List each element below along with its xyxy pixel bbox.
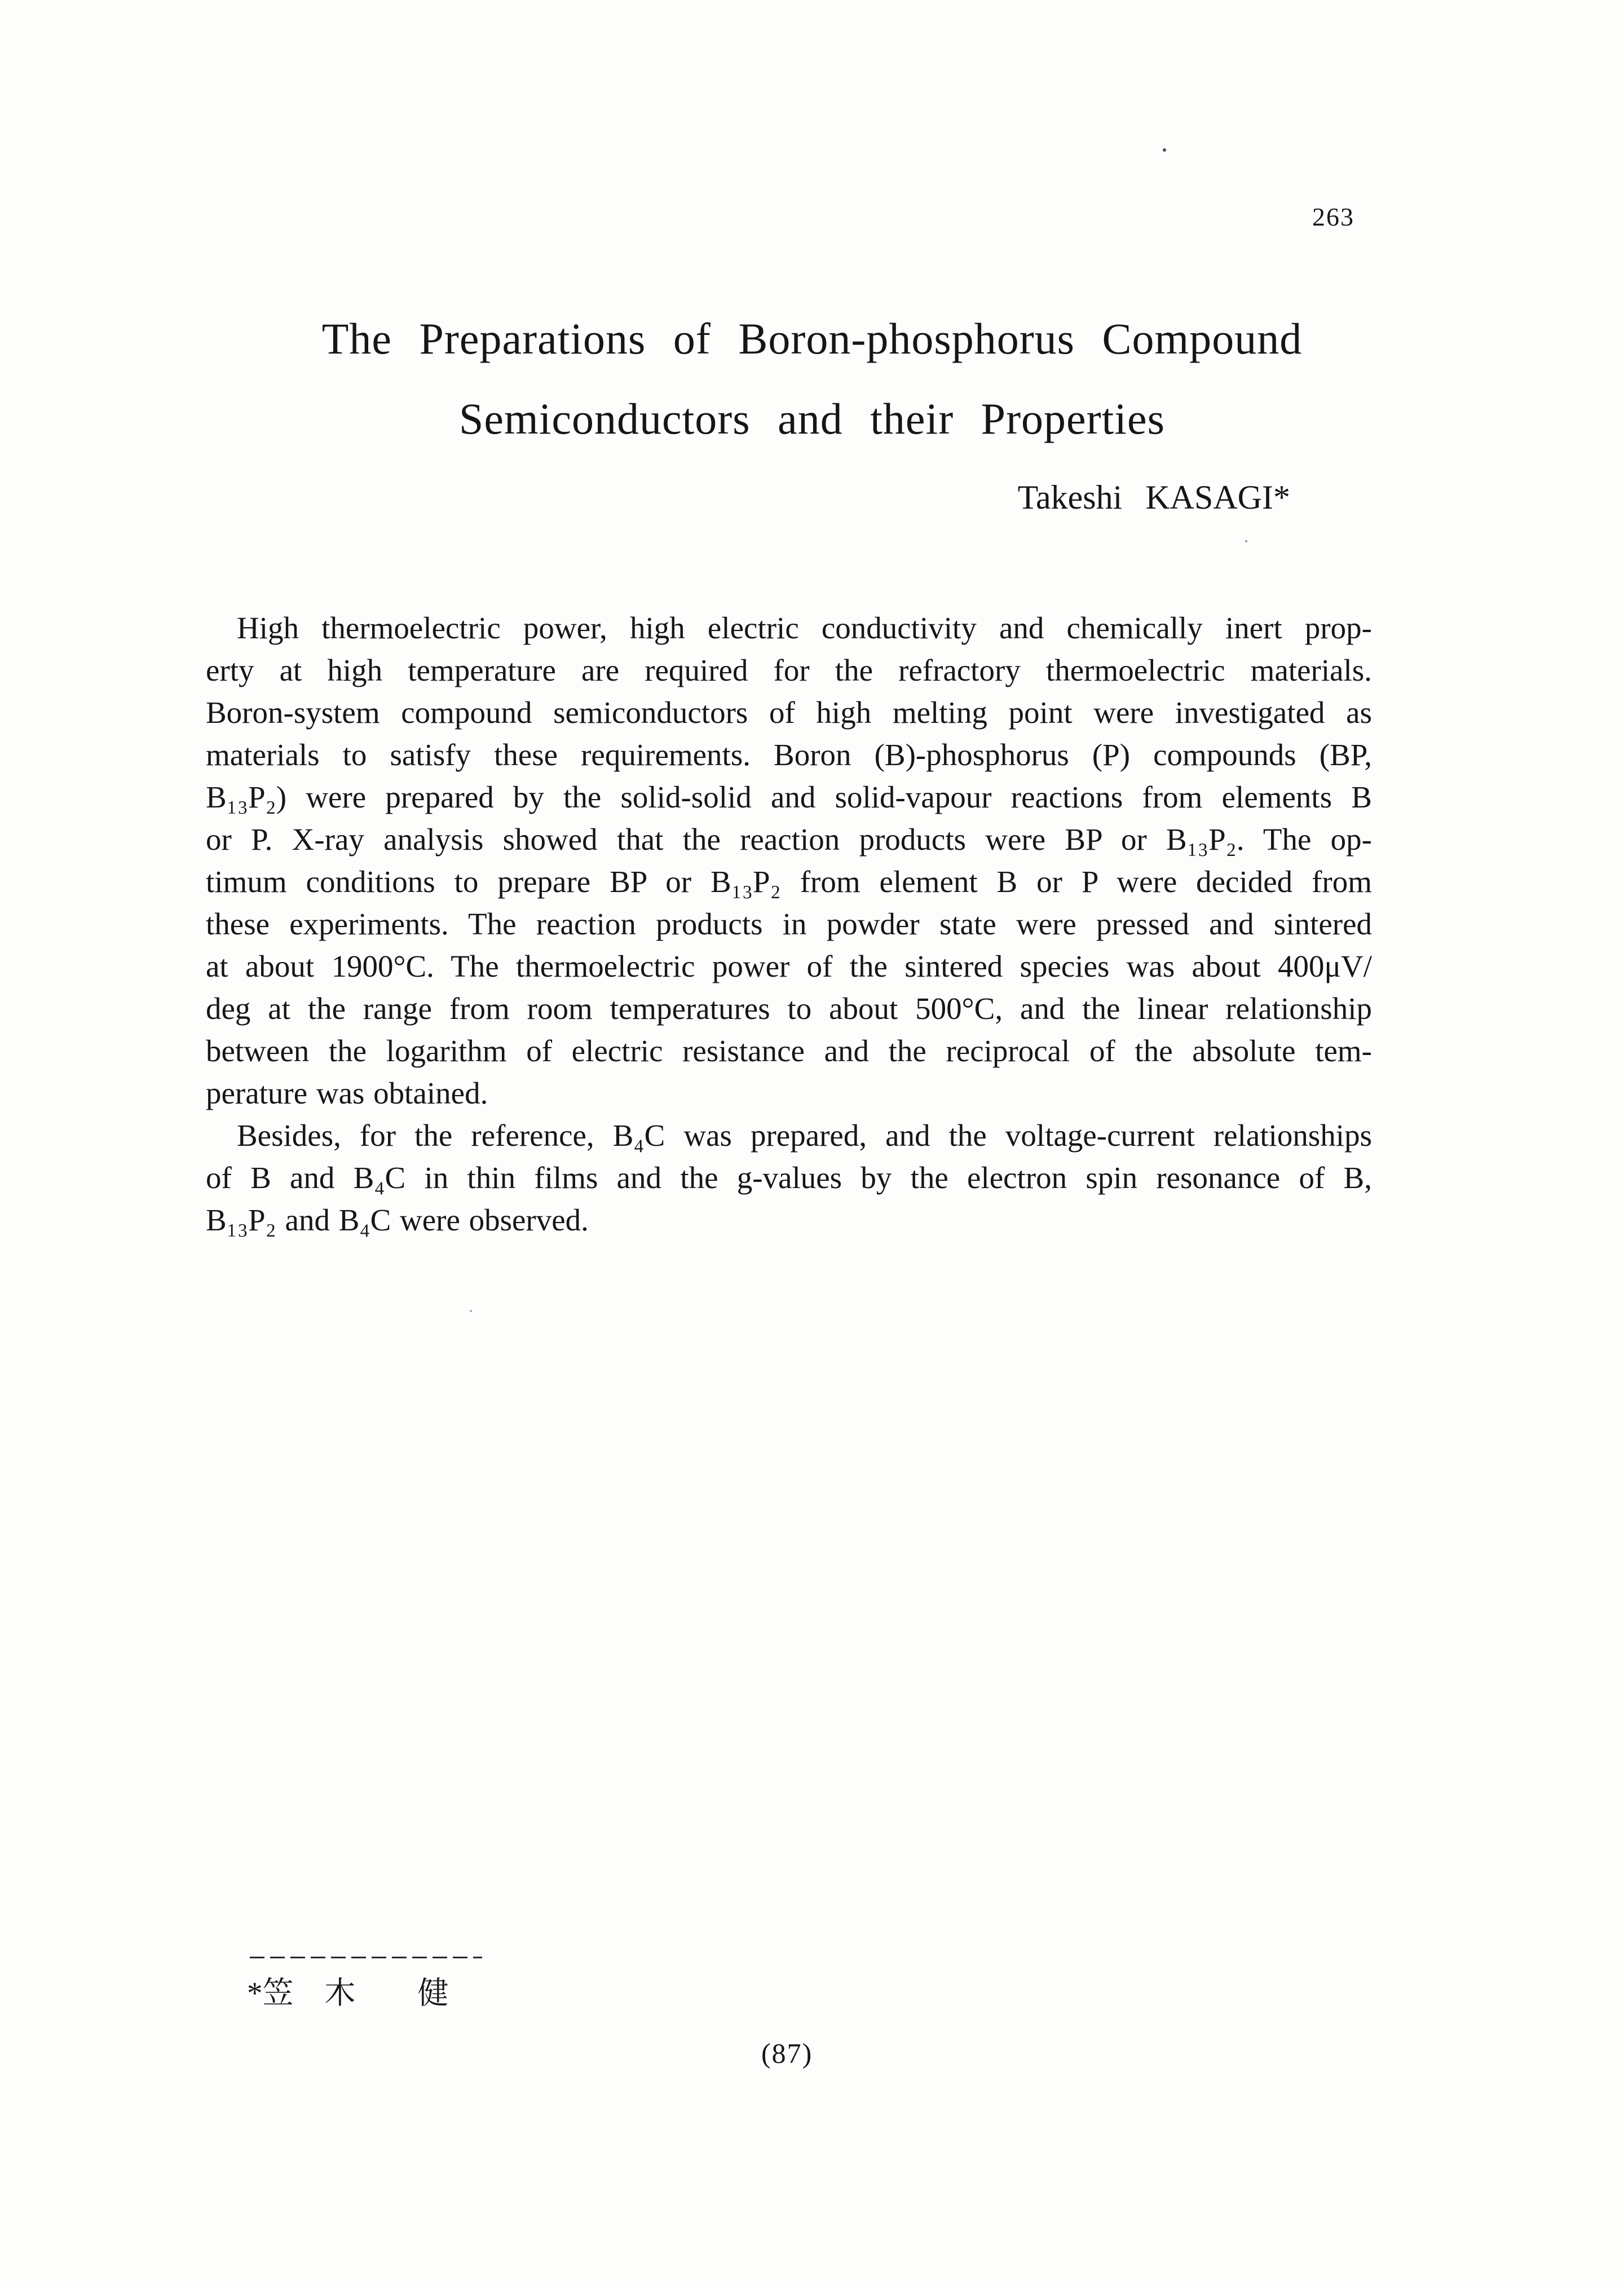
paper-title-line-2: Semiconductors and their Properties bbox=[459, 394, 1165, 443]
abstract-line: timum conditions to prepare BP or B₁₃P₂ from element B or P were decided from bbox=[206, 864, 1372, 899]
footnote-divider bbox=[250, 1957, 482, 1958]
abstract-line: High thermoelectric power, high electric conductivity and chemically inert prop- bbox=[237, 611, 1372, 645]
page-number-bottom: (87) bbox=[761, 2037, 813, 2069]
abstract-line: perature was obtained. bbox=[206, 1076, 488, 1110]
abstract-line: or P. X-ray analysis showed that the reaction products were BP or B₁₃P₂. The op- bbox=[206, 822, 1372, 857]
scan-speck bbox=[1245, 540, 1247, 542]
scan-speck bbox=[470, 1310, 472, 1312]
abstract-line: deg at the range from room temperatures to about 500°C, and the linear relationship bbox=[206, 991, 1372, 1026]
abstract-line: Besides, for the reference, B₄C was prepared, and the voltage-current relationships bbox=[237, 1118, 1372, 1153]
abstract bbox=[206, 607, 1372, 1241]
abstract-line: Boron-system compound semiconductors of high melting point were investigated as bbox=[206, 695, 1372, 730]
abstract-line: erty at high temperature are required for the refractory thermoelectric materials. bbox=[206, 653, 1372, 687]
abstract-line: these experiments. The reaction products in powder state were pressed and sintered bbox=[206, 907, 1372, 941]
author-name: Takeshi KASAGI* bbox=[1017, 479, 1290, 516]
abstract-line: B₁₃P₂ and B₄C were observed. bbox=[206, 1203, 589, 1237]
abstract-line: materials to satisfy these requirements. Boron (B)-phosphorus (P) compounds (BP, bbox=[206, 738, 1372, 772]
abstract-line: between the logarithm of electric resistance and the reciprocal of the absolute tem- bbox=[206, 1034, 1372, 1068]
page-number-top: 263 bbox=[1312, 202, 1354, 231]
paper-title-line-1: The Preparations of Boron-phosphorus Compound bbox=[321, 314, 1303, 363]
scan-speck bbox=[1163, 148, 1166, 152]
footnote-author-japanese: *笠 木 健 bbox=[247, 1976, 449, 2010]
abstract-line: B₁₃P₂) were prepared by the solid-solid and solid-vapour reactions from elements B bbox=[206, 780, 1372, 814]
abstract-line: at about 1900°C. The thermoelectric power of the sintered species was about 400μV/ bbox=[206, 949, 1372, 983]
abstract-line: of B and B₄C in thin films and the g-values by the electron spin resonance of B, bbox=[206, 1160, 1372, 1195]
